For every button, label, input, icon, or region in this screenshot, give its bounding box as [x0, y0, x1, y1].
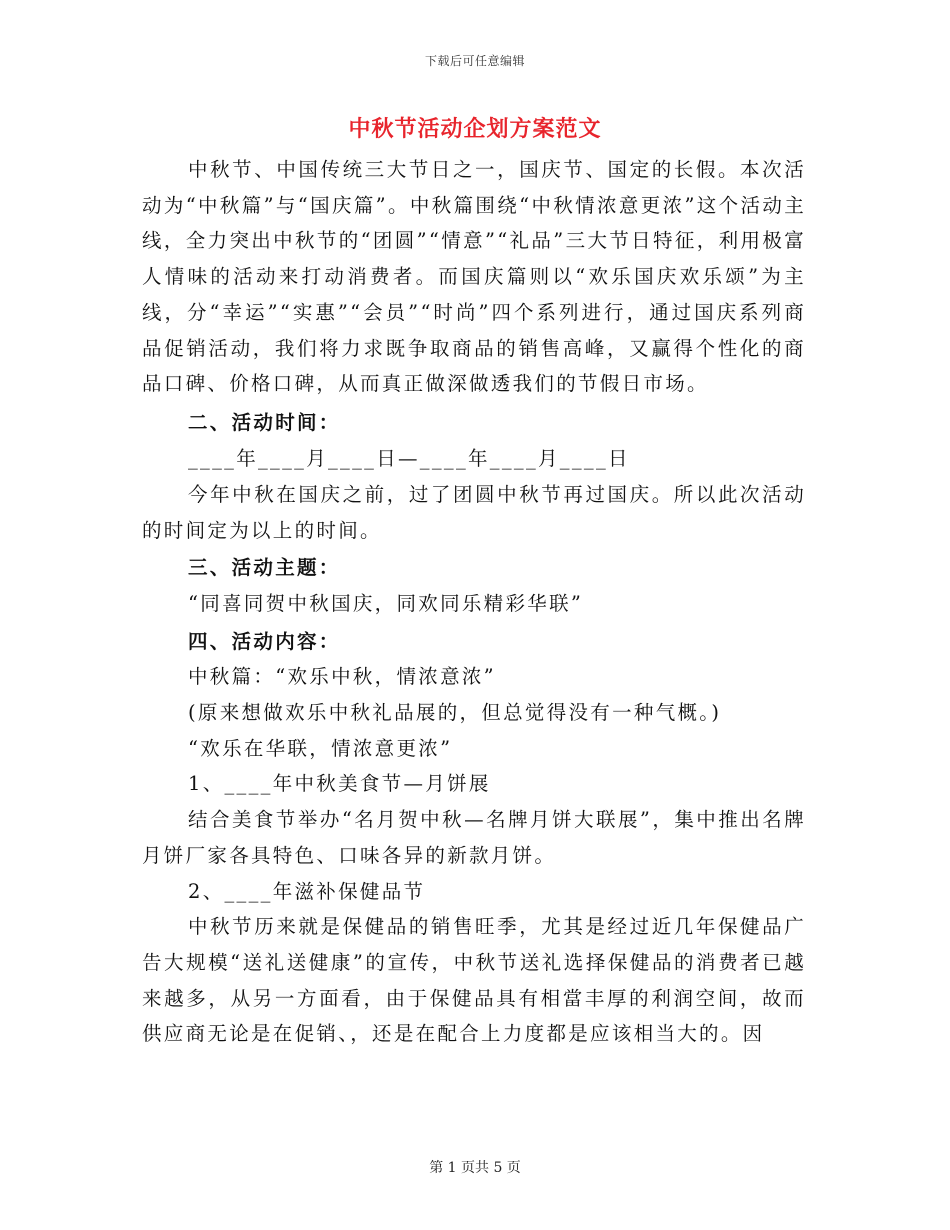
date-range-line: ____年____月____日—____年____月____日 [188, 447, 630, 471]
section-heading-theme: 三、活动主题： [188, 556, 341, 580]
intro-paragraph: 中秋节、中国传统三大节日之一，国庆节、国定的长假。本次活动为“中秋篇”与“国庆篇”。中秋篇围绕“中秋情浓意更浓”这个活动主线，全力突出中秋节的“团圆”“情意”“礼品”三大节日特征，利用极富人情味的活动来打动消费者。而国庆篇则以“欢乐国庆欢乐颂”为主线，分“幸运”“实惠”“会员”“时尚”四个系列进行，通过国庆系列商品促销活动，我们将力求既争取商品的销售高峰，又赢得个性化的商品口碑、价格口碑，从而真正做深做透我们的节假日市场。 [142, 158, 806, 396]
document-title: 中秋节活动企划方案范文 [348, 116, 602, 142]
page-header-note: 下载后可任意编辑 [424, 54, 525, 68]
item-2-heading: 2、____年滋补保健品节 [188, 879, 426, 903]
section-heading-time: 二、活动时间： [188, 411, 341, 435]
item-1-heading: 1、____年中秋美食节—月饼展 [188, 772, 491, 796]
mid-autumn-label: 中秋篇：“欢乐中秋，情浓意浓” [188, 665, 496, 689]
document-body [142, 152, 806, 1052]
section-heading-content: 四、活动内容： [188, 629, 341, 653]
aside-note: (原来想做欢乐中秋礼品展的，但总觉得没有一种气概。) [188, 701, 722, 725]
theme-slogan: “同喜同贺中秋国庆，同欢同乐精彩华联” [188, 591, 584, 615]
event-slogan: “欢乐在华联，情浓意更浓” [188, 736, 453, 760]
item-2-paragraph: 中秋节历来就是保健品的销售旺季，尤其是经过近几年保健品广告大规模“送礼送健康”的宣传，中秋节送礼选择保健品的消费者已越来越多，从另一方面看，由于保健品具有相當丰厚的利润空间，故而供应商无论是在促销、，还是在配合上力度都是应该相当大的。因 [142, 915, 806, 1046]
item-1-paragraph: 结合美食节举办“名月贺中秋—名牌月饼大联展”，集中推出名牌月饼厂家各具特色、口味各异的新款月饼。 [142, 808, 806, 867]
time-explanation-paragraph: 今年中秋在国庆之前，过了团圆中秋节再过国庆。所以此次活动的时间定为以上的时间。 [142, 482, 806, 542]
page-number-footer: 第 1 页共 5 页 [429, 1160, 521, 1176]
